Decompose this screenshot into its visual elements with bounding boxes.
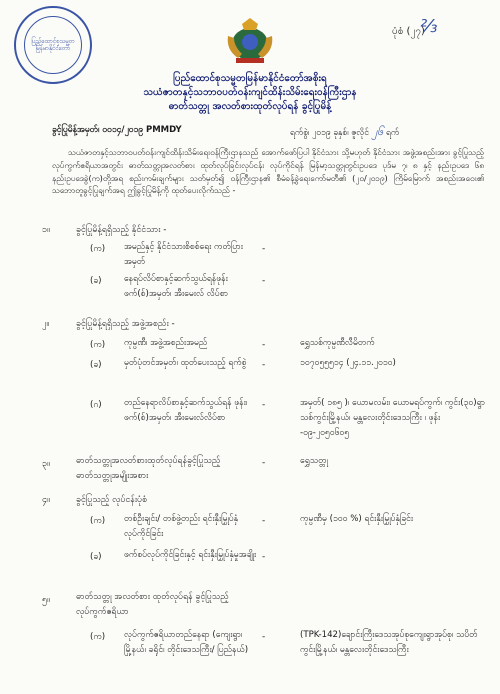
section-1b-label: (ခ) [90, 276, 102, 286]
section-5a-value: (TPK-142)ချောင်းကြီးဒေသအုပ်စုကျေးရွာအုပ်စု၊ သပိတ်ကွင်းမြို့နယ်၊ မန္တလေးတိုင်းဒေသကြီး [300, 630, 478, 655]
section-4a-text: တစ်ဦးချင်း/ တစ်ဖွဲ့တည်း ရင်းနှီးမြှုပ်နှံ လုပ်ကိုင်ခြင်း [124, 514, 239, 539]
section-3-value: ရွှေသတ္တု [300, 456, 328, 466]
section-2a-dash: - [262, 340, 266, 350]
section-4b-dash: - [262, 552, 266, 562]
permit-title: ဓာတ်သတ္တု အလတ်စားထုတ်လုပ်ရန် ခွင့်ပြုမိန့် [168, 101, 332, 112]
section-4a-label: (က) [90, 516, 106, 526]
section-3-title: ဓာတ်သတ္တုအလတ်စားထုတ်လုပ်ရန်ခွင့်ပြုသည့် ဓာတ်သတ္တုအမျိုးအစား [76, 456, 221, 481]
section-2b-text: မှတ်ပုံတင်အမှတ်၊ ထုတ်ပေးသည့် ရက်စွဲ [124, 358, 247, 368]
date-day: ၂၆ [371, 125, 384, 138]
date-suffix: ရက် [386, 128, 400, 138]
section-5a-dash: - [262, 632, 266, 642]
section-3-number: ၃။ [42, 459, 50, 469]
ministry-title: သယံဇာတနှင့်သဘာဝပတ်ဝန်းကျင်ထိန်းသိမ်းရေးဝန်ကြီးဌာန [143, 87, 357, 98]
date-prefix: ရက်စွဲ၊ ၂၀၁၉ ခုနှစ်၊ ဇူလိုင် [290, 128, 369, 138]
section-4-number: ၄။ [42, 495, 50, 505]
state-emblem [222, 16, 278, 64]
section-1a-dash: - [262, 244, 266, 254]
government-title: ပြည်ထောင်စုသမ္မတမြန်မာနိုင်ငံတော်အစိုးရ [173, 73, 327, 84]
seal-text: ပြည်ထောင်စုသမ္မတ မြန်မာနိုင်ငံတော် [31, 38, 75, 53]
section-1a-text: အမည်နှင့် နိုင်ငံသားစိစစ်ရေး ကတ်ပြားအမှတ် [124, 242, 243, 267]
section-2b-dash: - [262, 360, 266, 370]
section-2-title: ခွင့်ပြုမိန့်ရရှိသည့် အဖွဲ့အစည်း - [76, 319, 175, 329]
section-2b-value: ၁၀၇၀၅၅၅၁၄ (၂၄.၁၁.၂၀၁၀) [300, 358, 396, 368]
section-5a-text: လုပ်ကွက်ဧရိယာတည်နေရာ (ကျေးရွာ၊ မြို့နယ်၊ ခရိုင်၊ တိုင်းဒေသကြီး/ ပြည်နယ်) [124, 630, 249, 655]
intro-paragraph: သယံဇာတနှင့်သဘာဝပတ်ဝန်းကျင်ထိန်းသိမ်းရေးဝန်ကြီးဌာနသည် အောက်ဖော်ပြပါ နိုင်ငံသား သို့မဟုတ် နိုင်ငံသား အဖွဲ့အစည်းအား ခွင့်ပြုသည့် လုပ်ကွက်ဧရိယာအတွင်း ဓာတ်သတ္တုအလတ်စား ထုတ်လုပ်ခြင်းလုပ်ငန်း လုပ်ကိုင်ရန် မြန်မာ့သတ္တုတွင်းဥပဒေ ပုဒ်မ ၇၊ ၈ နှင့် နည်းဥပဒေ ၆၈ နည်းဥပဒေခွဲ(က)တို့အရ စည်းကမ်းချက်များ သတ်မှတ်၍ ဝန်ကြီးဌာန၏ စီမံခန့်ခွဲရေးကော်မတီ၏ (၂၀/၂၀၁၉) ကြိမ်မြောက် အစည်းအဝေး၏ သဘောတူခွင့်ပြုချက်အရ ဤခွင့်ပြုမိန့်ကို ထုတ်ပေးလိုက်သည် - [52, 147, 484, 196]
section-4b-label: (ခ) [90, 552, 102, 562]
section-2b-label: (ခ) [90, 360, 102, 370]
section-2-number: ၂။ [42, 319, 50, 329]
section-4b-text: ဖက်စပ်လုပ်ကိုင်ခြင်းနှင့် ရင်းနှီးမြှုပ်နှံမှုအချိုး [124, 550, 257, 560]
section-1-title: ခွင့်ပြုမိန့်ရရှိသည့် နိုင်ငံသား - [76, 225, 167, 235]
section-1b-text: နေရပ်လိပ်စာနှင့်ဆက်သွယ်ရန်ဖုန်း ဖက်(စ်)အမှတ်၊ အီးမေးလ် လိပ်စာ [124, 274, 229, 299]
section-5a-label: (က) [90, 632, 106, 642]
section-2a-label: (က) [90, 340, 106, 350]
section-3-dash: - [262, 458, 266, 468]
section-2a-text: ကုမ္ပဏီ၊ အဖွဲ့အစည်းအမည် [124, 338, 208, 348]
form-number: ပုံစံ (၂၇) [392, 26, 425, 37]
section-1-number: ၁။ [42, 225, 50, 235]
section-1a-label: (က) [90, 244, 106, 254]
section-2c-label: (ဂ) [90, 400, 102, 410]
section-4a-dash: - [262, 516, 266, 526]
handwritten-page-mark: ⅔ [420, 16, 438, 37]
permit-date [290, 125, 399, 141]
section-5-title: ဓာတ်သတ္တု အလတ်စား ထုတ်လုပ်ရန် ခွင့်ပြုသည့် လုပ်ကွက်ဧရိယာ [76, 592, 229, 617]
section-2a-value: ရွှေသစ်ကုမ္ပဏီလီမိတက် [300, 338, 375, 348]
section-1b-dash: - [262, 276, 266, 286]
section-4a-value: ကုမ္ပဏီမှ (၁၀၀ %) ရင်းနှီးမြှုပ်နှံခြင်း [300, 514, 414, 524]
permit-reference: ခွင့်ပြုမိန့်အမှတ်၊ ၀၀၁၄/၂၀၁၉ PMMDY [52, 125, 182, 135]
section-2c-text: တည်နေရာလိပ်စာနှင့်ဆက်သွယ်ရန် ဖုန်း၊ ဖက်(စ်)အမှတ်၊ အီးမေးလ်လိပ်စာ [124, 398, 248, 423]
section-5-number: ၅။ [42, 595, 50, 605]
section-4-title: ခွင့်ပြုသည့် လုပ်ငန်းပုံစံ [76, 495, 148, 505]
section-2c-value: အမှတ်( ၁၈၅ )၊ ယောမလမ်း၊ ယောမရပ်ကွက်၊ ကွင်း(၃၀)ရွာသစ်ကွင်းမြို့နယ်၊ မန္တလေးတိုင်းဒေသကြီး ၊ ဖုန်း -၀၉-၂၀၅၀၆၀၅ [300, 398, 486, 438]
section-2c-dash: - [262, 400, 266, 410]
